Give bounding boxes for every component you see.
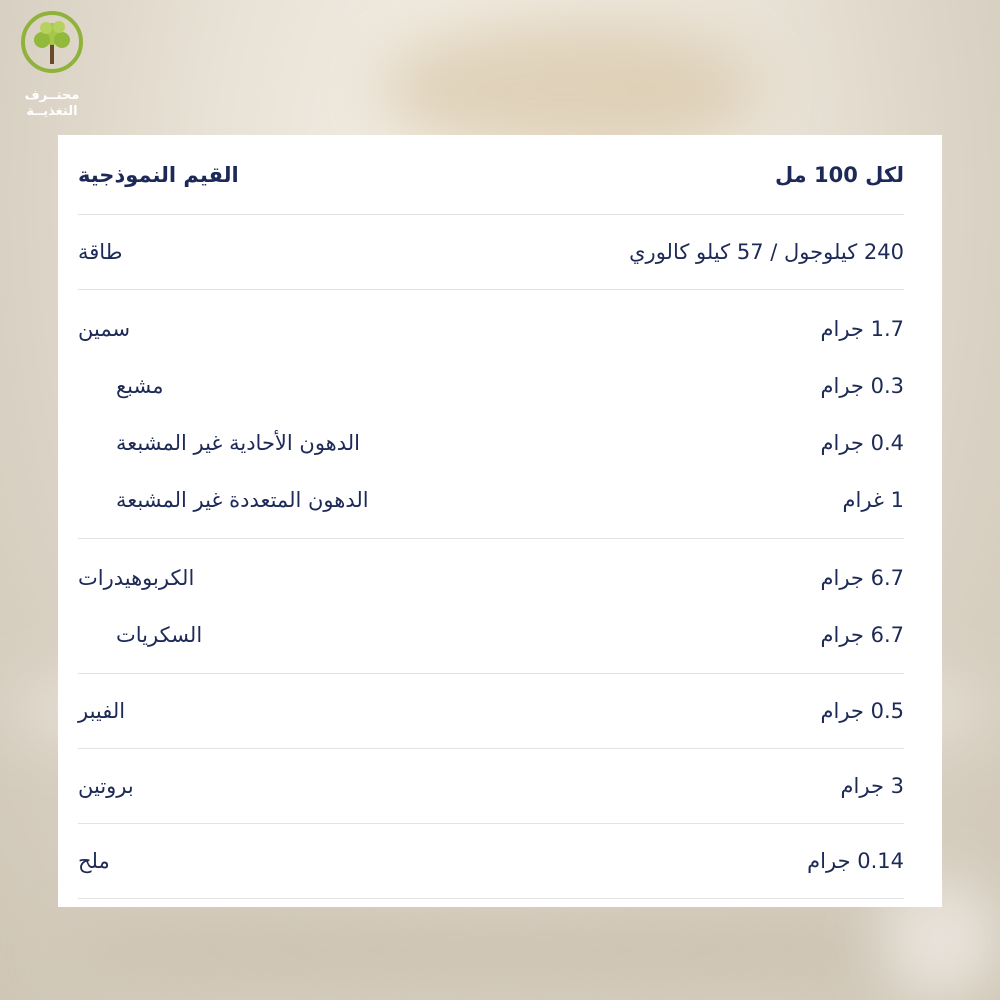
background-blur bbox=[60, 900, 940, 1000]
mono-unsaturated-label: الدهون الأحادية غير المشبعة bbox=[116, 430, 361, 455]
table-row bbox=[78, 684, 904, 738]
poly-unsaturated-label: الدهون المتعددة غير المشبعة bbox=[116, 487, 369, 512]
energy-group bbox=[78, 215, 904, 290]
poly-unsaturated-value: 1 غرام bbox=[842, 487, 904, 512]
table-row bbox=[78, 357, 904, 414]
table-row bbox=[78, 834, 904, 888]
logo-text: محتــرف bbox=[24, 88, 80, 103]
salt-value: 0.14 جرام bbox=[807, 849, 904, 873]
saturated-value: 0.3 جرام bbox=[820, 373, 904, 398]
fiber-value: 0.5 جرام bbox=[820, 699, 904, 723]
table-row bbox=[78, 300, 904, 357]
table-row bbox=[78, 606, 904, 663]
logo-text: التغذيــة bbox=[26, 104, 78, 119]
fat-value: 1.7 جرام bbox=[820, 316, 904, 341]
protein-group bbox=[78, 749, 904, 824]
table-row bbox=[78, 759, 904, 813]
fat-group bbox=[78, 290, 904, 539]
table-row bbox=[78, 549, 904, 606]
fat-label: سمين bbox=[78, 316, 131, 341]
carbs-group bbox=[78, 539, 904, 674]
protein-value: 3 جرام bbox=[840, 774, 904, 798]
sugars-value: 6.7 جرام bbox=[820, 622, 904, 647]
saturated-label: مشبع bbox=[116, 373, 164, 398]
carbs-label: الكربوهيدرات bbox=[78, 565, 195, 590]
brand-logo bbox=[14, 10, 90, 120]
table-row bbox=[78, 414, 904, 471]
energy-value: 240 كيلوجول / 57 كيلو كالوري bbox=[629, 240, 904, 264]
mono-unsaturated-value: 0.4 جرام bbox=[820, 430, 904, 455]
typical-values-label: القيم النموذجية bbox=[78, 162, 239, 187]
sugars-label: السكريات bbox=[116, 622, 203, 647]
energy-label: طاقة bbox=[78, 240, 123, 264]
carbs-value: 6.7 جرام bbox=[820, 565, 904, 590]
per-serving-label: لكل 100 مل bbox=[774, 162, 904, 187]
table-row bbox=[78, 225, 904, 279]
protein-label: بروتين bbox=[78, 774, 134, 798]
fiber-group bbox=[78, 674, 904, 749]
salt-label: ملح bbox=[78, 849, 110, 873]
nutrition-table bbox=[58, 135, 942, 907]
tree-icon bbox=[20, 10, 84, 74]
table-row bbox=[78, 471, 904, 528]
salt-group bbox=[78, 824, 904, 899]
table-header bbox=[78, 135, 904, 215]
fiber-label: الفيبر bbox=[78, 699, 126, 723]
